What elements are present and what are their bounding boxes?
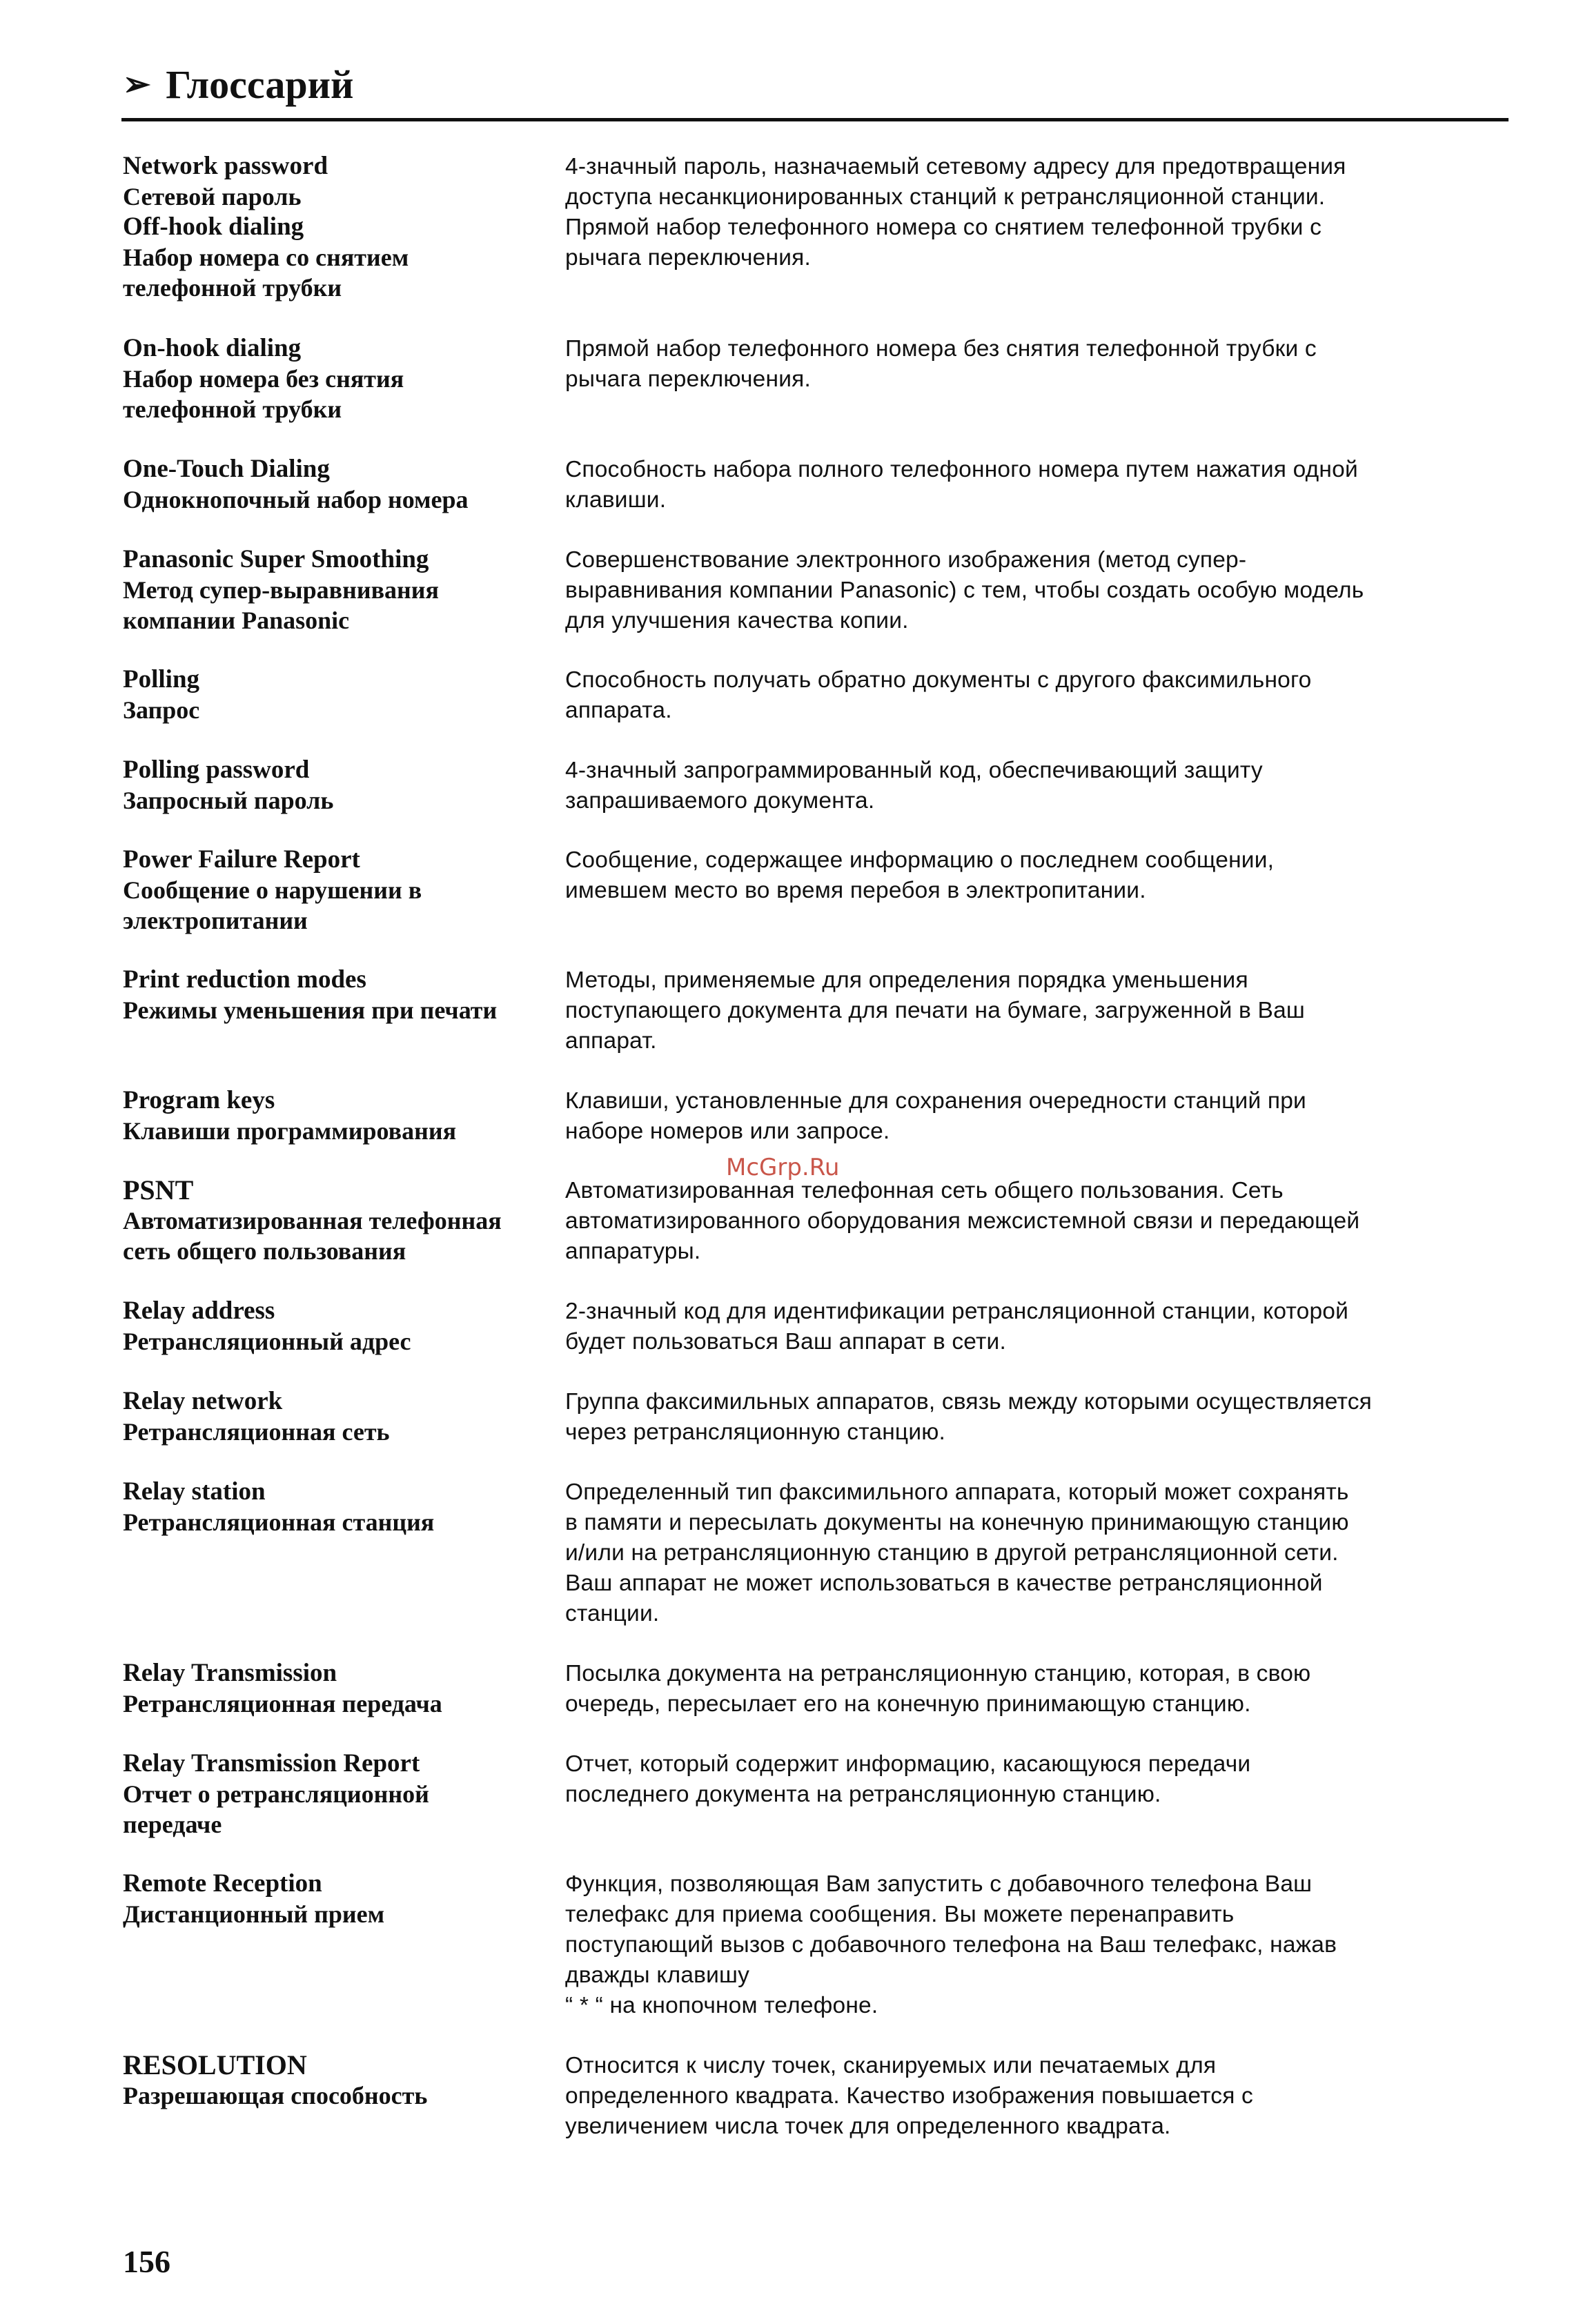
term-line: Сетевой пароль bbox=[123, 183, 302, 210]
term-line: передаче bbox=[123, 1811, 222, 1838]
term-line: Метод супер-выравнивания bbox=[123, 576, 439, 604]
glossary-term bbox=[123, 1175, 544, 1266]
definition-line: для улучшения качества копии. bbox=[565, 608, 909, 633]
page-title bbox=[123, 61, 353, 109]
term-line: Relay network bbox=[123, 1387, 283, 1415]
glossary-term bbox=[123, 1386, 544, 1447]
definition-line: Совершенствование электронного изображения (метод супер- bbox=[565, 547, 1247, 573]
glossary-definition bbox=[565, 152, 1511, 213]
glossary-definition bbox=[565, 1176, 1511, 1267]
definition-line: рычага переключения. bbox=[565, 245, 811, 270]
glossary-definition bbox=[565, 756, 1511, 816]
term-line: Режимы уменьшения при печати bbox=[123, 996, 498, 1024]
definition-line: рычага переключения. bbox=[565, 366, 811, 392]
term-line: Polling bbox=[123, 665, 200, 693]
term-line: электропитании bbox=[123, 907, 308, 934]
glossary-definition bbox=[565, 1659, 1511, 1720]
glossary-definition bbox=[565, 965, 1511, 1056]
definition-line: дважды клавишу bbox=[565, 1962, 750, 1988]
definition-line: “ * “ на кнопочном телефоне. bbox=[565, 1993, 878, 2018]
definition-line: телефакс для приема сообщения. Вы можете перенаправить bbox=[565, 1902, 1235, 1927]
glossary-term bbox=[123, 1085, 544, 1146]
glossary-term bbox=[123, 1658, 544, 1719]
term-line: Relay address bbox=[123, 1297, 275, 1325]
header-rule bbox=[121, 118, 1509, 121]
glossary-term bbox=[123, 1869, 544, 1929]
glossary-term bbox=[123, 333, 544, 424]
term-line: компании Panasonic bbox=[123, 607, 350, 634]
term-line: Набор номера со снятием bbox=[123, 244, 409, 271]
definition-line: будет пользоваться Ваш аппарат в сети. bbox=[565, 1329, 1006, 1355]
definition-line: станции. bbox=[565, 1601, 660, 1626]
term-line: Сообщение о нарушении в bbox=[123, 876, 422, 904]
term-line: Клавиши программирования bbox=[123, 1117, 457, 1145]
term-line: Panasonic Super Smoothing bbox=[123, 545, 429, 573]
term-line: Однокнопочный набор номера bbox=[123, 486, 469, 513]
glossary-term bbox=[123, 1477, 544, 1537]
glossary-definition bbox=[565, 1869, 1511, 2021]
definition-line: Отчет, который содержит информацию, касающуюся передачи bbox=[565, 1751, 1251, 1777]
definition-line: через ретрансляционную станцию. bbox=[565, 1419, 946, 1445]
definition-line: доступа несанкционированных станций к ретрансляционной станции. bbox=[565, 184, 1326, 210]
glossary-definition bbox=[565, 665, 1511, 726]
definition-line: Автоматизированная телефонная сеть общего пользования. Сеть bbox=[565, 1178, 1284, 1203]
definition-line: очередь, пересылает его на конечную принимающую станцию. bbox=[565, 1691, 1251, 1717]
definition-line: аппарат. bbox=[565, 1028, 657, 1054]
definition-line: поступающего документа для печати на бумаге, загруженной в Ваш bbox=[565, 998, 1305, 1023]
definition-line: аппарата. bbox=[565, 698, 672, 723]
term-line: сеть общего пользования bbox=[123, 1237, 406, 1265]
definition-line: Клавиши, установленные для сохранения очередности станций при bbox=[565, 1088, 1306, 1114]
definition-line: и/или на ретрансляционную станцию в другой ретрансляционной сети. bbox=[565, 1540, 1339, 1566]
definition-line: выравнивания компании Panasonic) с тем, чтобы создать особую модель bbox=[565, 578, 1364, 603]
term-line: Power Failure Report bbox=[123, 845, 360, 874]
definition-line: Способность получать обратно документы с другого факсимильного bbox=[565, 667, 1312, 693]
glossary-definition bbox=[565, 1297, 1511, 1357]
glossary-term bbox=[123, 544, 544, 636]
term-line: Relay station bbox=[123, 1477, 266, 1506]
definition-line: определенного квадрата. Качество изображения повышается с bbox=[565, 2083, 1253, 2109]
term-line: Relay Transmission bbox=[123, 1659, 337, 1687]
definition-line: Определенный тип факсимильного аппарата, который может сохранять bbox=[565, 1479, 1349, 1505]
term-line: Off-hook dialing bbox=[123, 213, 304, 241]
watermark-text: McGrp.Ru bbox=[726, 1154, 840, 1181]
arrow-bullet-icon: ➢ bbox=[123, 66, 151, 103]
definition-line: Способность набора полного телефонного номера путем нажатия одной bbox=[565, 457, 1358, 482]
definition-line: увеличением числа точек для определенного квадрата. bbox=[565, 2114, 1171, 2139]
definition-line: автоматизированного оборудования межсистемной связи и передающей bbox=[565, 1208, 1360, 1234]
definition-line: Ваш аппарат не может использоваться в качестве ретрансляционной bbox=[565, 1570, 1323, 1596]
term-line: Запросный пароль bbox=[123, 787, 334, 814]
term-line: Ретрансляционный адрес bbox=[123, 1328, 411, 1355]
definition-line: 4-значный запрограммированный код, обеспечивающий защиту bbox=[565, 758, 1263, 783]
definition-line: Сообщение, содержащее информацию о последнем сообщении, bbox=[565, 847, 1275, 873]
term-line: RESOLUTION bbox=[123, 2049, 307, 2080]
glossary-term bbox=[123, 664, 544, 725]
definition-line: в памяти и пересылать документы на конечную принимающую станцию bbox=[565, 1510, 1349, 1535]
term-line: Relay Transmission Report bbox=[123, 1749, 420, 1778]
definition-line: последнего документа на ретрансляционную станцию. bbox=[565, 1782, 1161, 1807]
term-line: PSNT bbox=[123, 1174, 194, 1205]
term-line: Разрешающая способность bbox=[123, 2082, 428, 2109]
definition-line: Относится к числу точек, сканируемых или печатаемых для bbox=[565, 2053, 1217, 2078]
definition-line: Прямой набор телефонного номера со снятием телефонной трубки с bbox=[565, 215, 1322, 240]
glossary-definition bbox=[565, 545, 1511, 636]
glossary-definition bbox=[565, 845, 1511, 906]
glossary-term bbox=[123, 1749, 544, 1840]
term-line: Набор номера без снятия bbox=[123, 365, 404, 393]
definition-line: Методы, применяемые для определения порядка уменьшения bbox=[565, 967, 1248, 993]
term-line: Дистанционный прием bbox=[123, 1900, 385, 1928]
term-line: Remote Reception bbox=[123, 1869, 322, 1898]
definition-line: имевшем место во время перебоя в электропитании. bbox=[565, 878, 1146, 903]
glossary-term bbox=[123, 151, 544, 212]
definition-line: запрашиваемого документа. bbox=[565, 788, 875, 814]
glossary-term bbox=[123, 2050, 544, 2111]
glossary-term bbox=[123, 965, 544, 1025]
term-line: телефонной трубки bbox=[123, 395, 342, 423]
glossary-definition bbox=[565, 1477, 1511, 1629]
definition-line: клавиши. bbox=[565, 487, 667, 513]
term-line: On-hook dialing bbox=[123, 334, 302, 362]
glossary-term bbox=[123, 212, 544, 303]
definition-line: поступающий вызов с добавочного телефона на Ваш телефакс, нажав bbox=[565, 1932, 1337, 1958]
term-line: Program keys bbox=[123, 1086, 275, 1114]
definition-line: Группа факсимильных аппаратов, связь между которыми осуществляется bbox=[565, 1389, 1372, 1415]
term-line: Автоматизированная телефонная bbox=[123, 1207, 502, 1234]
term-line: телефонной трубки bbox=[123, 274, 342, 302]
term-line: Запрос bbox=[123, 696, 200, 724]
definition-line: 4-значный пароль, назначаемый сетевому адресу для предотвращения bbox=[565, 154, 1346, 179]
definition-line: аппаратуры. bbox=[565, 1239, 701, 1264]
glossary-term bbox=[123, 454, 544, 515]
glossary-definition bbox=[565, 334, 1511, 395]
glossary-definition bbox=[565, 455, 1511, 515]
term-line: Polling password bbox=[123, 756, 310, 784]
glossary-definition bbox=[565, 1086, 1511, 1147]
page-title-text: Глоссарий bbox=[166, 62, 354, 107]
term-line: One-Touch Dialing bbox=[123, 455, 330, 483]
term-line: Ретрансляционная станция bbox=[123, 1508, 435, 1536]
definition-line: Функция, позволяющая Вам запустить с добавочного телефона Ваш bbox=[565, 1871, 1313, 1897]
glossary-term bbox=[123, 845, 544, 936]
definition-line: Посылка документа на ретрансляционную станцию, которая, в свою bbox=[565, 1661, 1311, 1686]
glossary-definition bbox=[565, 1749, 1511, 1810]
glossary-term bbox=[123, 755, 544, 816]
glossary-definition bbox=[565, 1387, 1511, 1448]
glossary-definition bbox=[565, 213, 1511, 273]
glossary-term bbox=[123, 1296, 544, 1357]
glossary-definition bbox=[565, 2051, 1511, 2142]
page-number: 156 bbox=[123, 2244, 170, 2279]
definition-line: наборе номеров или запросе. bbox=[565, 1119, 890, 1144]
term-line: Отчет о ретрансляционной bbox=[123, 1780, 429, 1808]
definition-line: Прямой набор телефонного номера без снятия телефонной трубки с bbox=[565, 336, 1317, 362]
term-line: Network password bbox=[123, 152, 328, 180]
term-line: Ретрансляционная передача bbox=[123, 1690, 442, 1717]
term-line: Ретрансляционная сеть bbox=[123, 1418, 390, 1446]
term-line: Print reduction modes bbox=[123, 965, 366, 994]
definition-line: 2-значный код для идентификации ретрансляционной станции, которой bbox=[565, 1299, 1349, 1324]
